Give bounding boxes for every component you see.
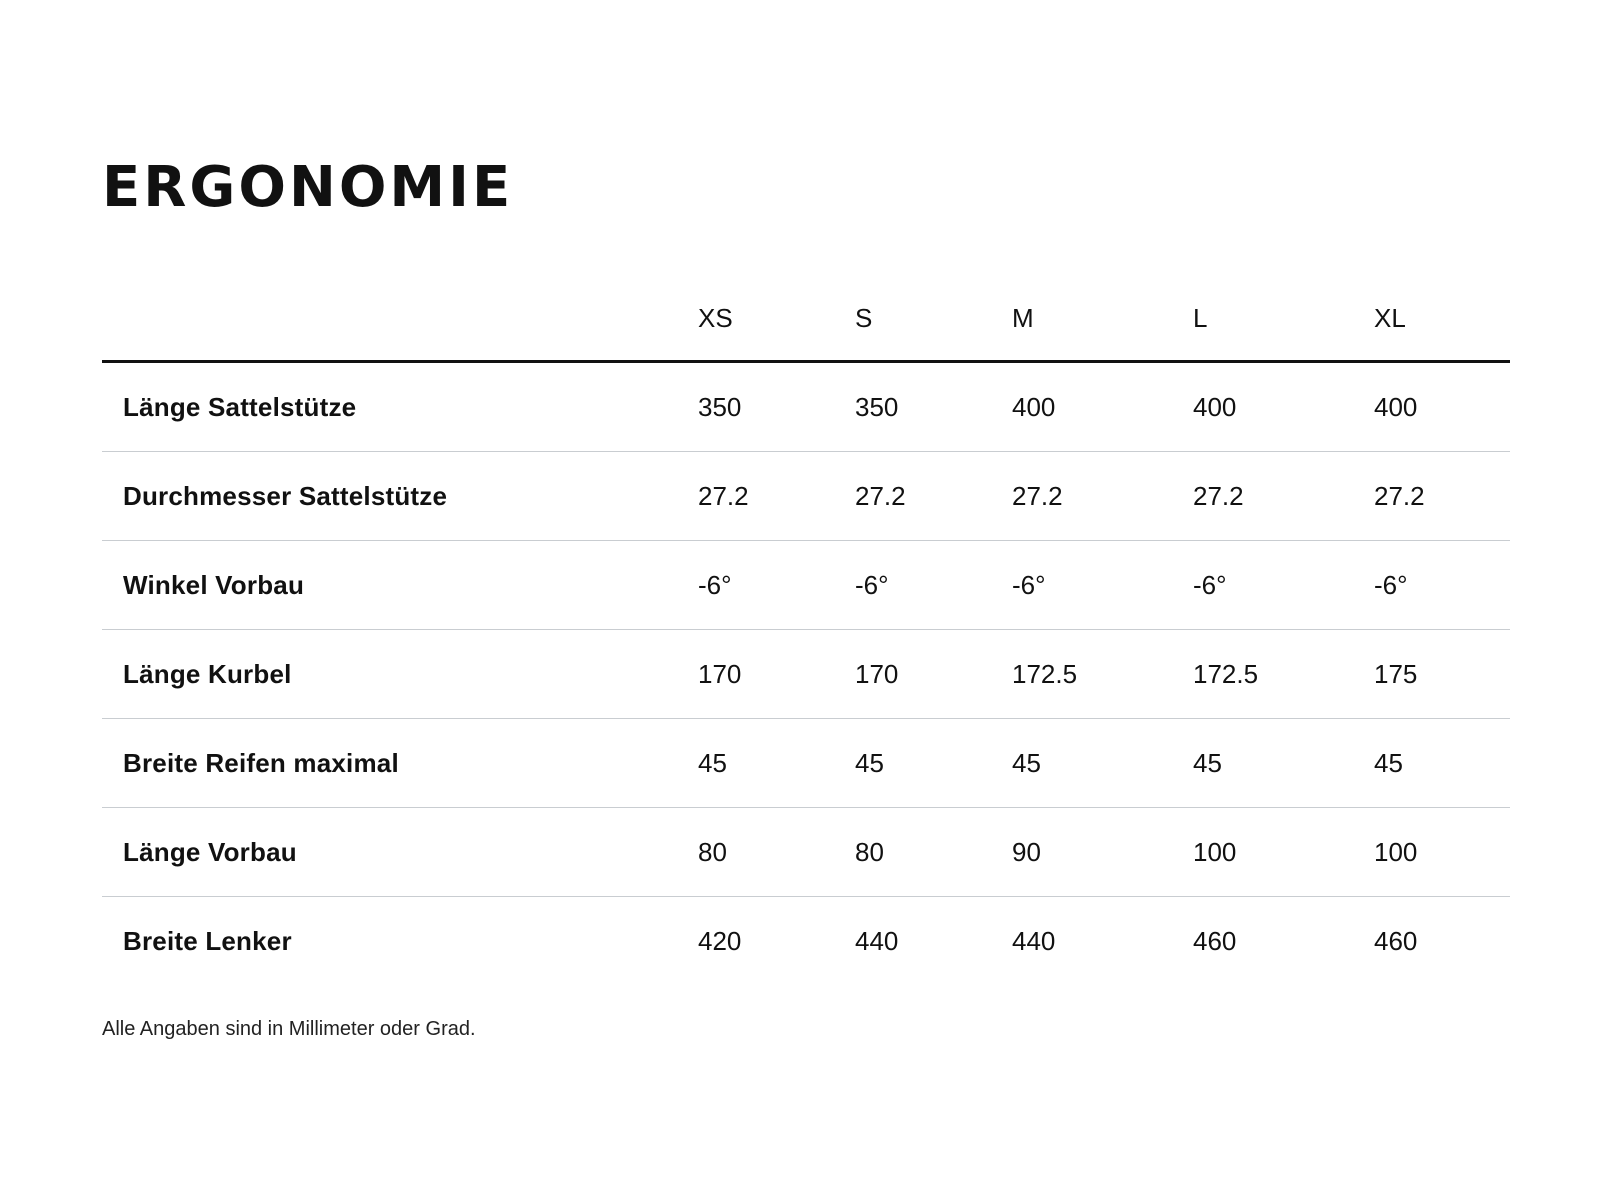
value-cell: 172.5: [1193, 630, 1374, 719]
value-cell: 400: [1193, 362, 1374, 452]
value-cell: 27.2: [1193, 452, 1374, 541]
value-cell: 45: [1374, 719, 1510, 808]
value-cell: -6°: [1012, 541, 1193, 630]
table-row: [102, 630, 1510, 719]
table-row: [102, 808, 1510, 897]
value-cell: -6°: [1374, 541, 1510, 630]
value-cell: 27.2: [1012, 452, 1193, 541]
value-cell: 170: [855, 630, 1012, 719]
value-cell: 45: [855, 719, 1012, 808]
value-cell: 45: [698, 719, 855, 808]
row-label: Länge Vorbau: [102, 808, 698, 897]
header-size-xs: XS: [698, 276, 855, 362]
row-label: Breite Lenker: [123, 925, 292, 956]
value-cell: 172.5: [1012, 630, 1193, 719]
table-row: [102, 452, 1510, 541]
table-row: [102, 897, 1510, 986]
row-label: Durchmesser Sattelstütze: [102, 452, 698, 541]
table-row: [102, 362, 1510, 452]
value-cell: 45: [1193, 719, 1374, 808]
value-cell: 90: [1012, 808, 1193, 897]
header-label-cell: [102, 276, 698, 362]
value-cell: 100: [1374, 808, 1510, 897]
value-cell: 27.2: [698, 452, 855, 541]
row-label: Breite Reifen maximal: [102, 719, 698, 808]
value-cell: 350: [855, 362, 1012, 452]
value-cell: 400: [1012, 362, 1193, 452]
value-cell: 460: [1193, 925, 1237, 956]
row-label: Länge Kurbel: [102, 630, 698, 719]
value-cell: 27.2: [1374, 452, 1510, 541]
value-cell: 45: [1012, 719, 1193, 808]
section-title: ERGONOMIE: [102, 155, 514, 220]
header-size-s: S: [855, 276, 1012, 362]
value-cell: 440: [855, 925, 899, 956]
value-cell: 460: [1374, 925, 1418, 956]
row-label: Länge Sattelstütze: [102, 362, 698, 452]
value-cell: 440: [1012, 925, 1056, 956]
value-cell: 27.2: [855, 452, 1012, 541]
value-cell: -6°: [855, 541, 1012, 630]
value-cell: 80: [698, 808, 855, 897]
value-cell: 175: [1374, 630, 1510, 719]
header-size-l: L: [1193, 276, 1374, 362]
header-size-m: M: [1012, 276, 1193, 362]
header-size-xl: XL: [1374, 276, 1510, 362]
table-row: [102, 541, 1510, 630]
geometry-table: [102, 276, 1510, 985]
value-cell: -6°: [1193, 541, 1374, 630]
value-cell: -6°: [698, 541, 855, 630]
value-cell: 100: [1193, 808, 1374, 897]
table-header-row: [102, 276, 1510, 362]
value-cell: 420: [698, 925, 742, 956]
value-cell: 350: [698, 362, 855, 452]
table-row: [102, 719, 1510, 808]
ergonomics-section: [102, 0, 1510, 1200]
units-footnote: Alle Angaben sind in Millimeter oder Grad.: [102, 1018, 476, 1040]
value-cell: 170: [698, 630, 855, 719]
value-cell: 80: [855, 808, 1012, 897]
row-label: Winkel Vorbau: [102, 541, 698, 630]
value-cell: 400: [1374, 362, 1510, 452]
